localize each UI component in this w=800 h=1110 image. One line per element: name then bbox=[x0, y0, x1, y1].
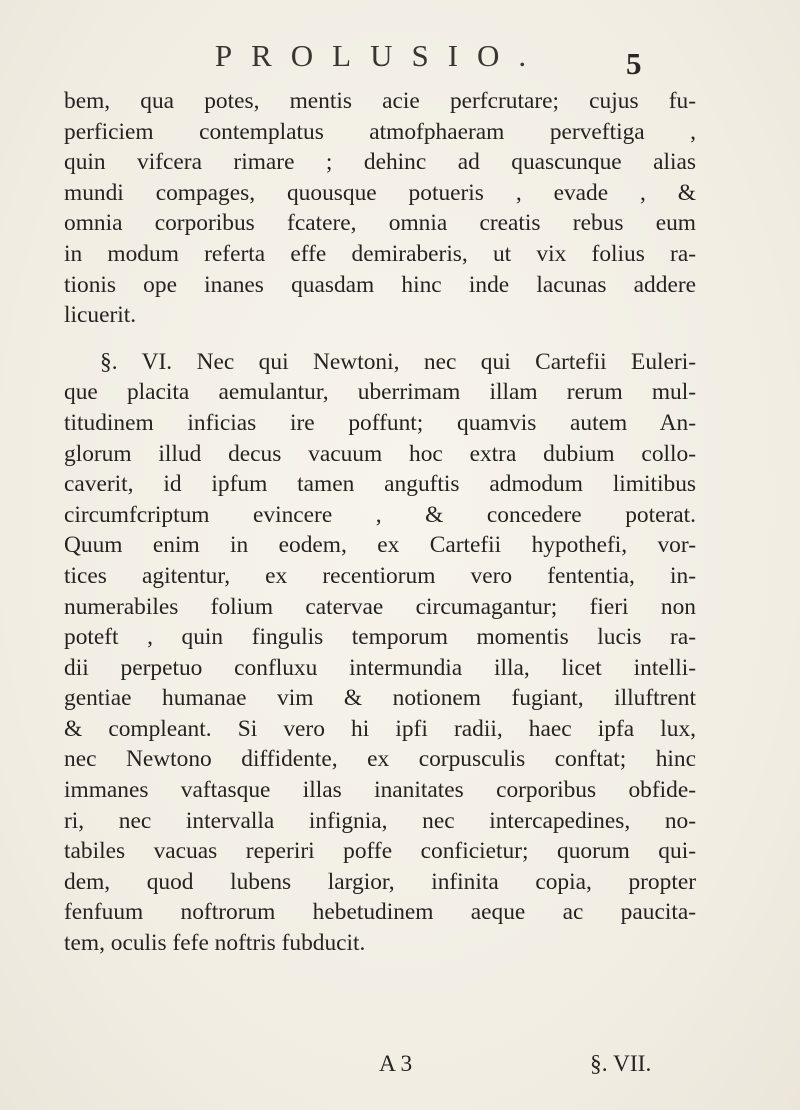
text-line: circumfcriptum evincere , & concedere poterat. bbox=[64, 501, 696, 528]
text-line: omnia corporibus fcatere, omnia creatis rebus eum bbox=[64, 210, 696, 237]
text-line: titudinem inficias ire poffunt; quamvis autem An- bbox=[64, 409, 696, 436]
text-line: que placita aemulantur, uberrimam illam rerum mul- bbox=[64, 379, 696, 406]
paragraph-section-vi bbox=[64, 347, 696, 959]
text-line: & compleant. Si vero hi ipfi radii, haec ipfa lux, bbox=[64, 715, 696, 742]
text-line: bem, qua potes, mentis acie perfcrutare; cujus fu- bbox=[64, 88, 696, 114]
text-line: numerabiles folium catervae circumagantur; fieri non bbox=[64, 593, 696, 620]
text-line: tices agitentur, ex recentiorum vero fententia, in- bbox=[64, 562, 696, 589]
text-line: immanes vaftasque illas inanitates corporibus obfide- bbox=[64, 777, 696, 804]
text-line: glorum illud decus vacuum hoc extra dubium collo- bbox=[64, 440, 696, 467]
text-line: mundi compages, quousque potueris , evade , & bbox=[64, 179, 696, 206]
text-line: tionis ope inanes quasdam hinc inde lacunas addere bbox=[64, 271, 696, 298]
page-number: 5 bbox=[626, 46, 642, 81]
catchword: §. VII. bbox=[590, 1051, 652, 1077]
section-heading-line: §. VI. Nec qui Newtoni, nec qui Cartefii Euleri- bbox=[100, 348, 696, 375]
text-line: tem, oculis fefe noftris fubducit. bbox=[64, 930, 366, 957]
section-gap bbox=[64, 331, 696, 347]
paragraph-1 bbox=[64, 86, 696, 331]
text-line: tabiles vacuas reperiri poffe conficietur; quorum qui- bbox=[64, 838, 696, 865]
text-line: perficiem contemplatus atmofphaeram perveftiga , bbox=[64, 118, 696, 145]
text-line: ri, nec intervalla infignia, nec intercapedines, no- bbox=[64, 807, 696, 834]
text-line: dem, quod lubens largior, infinita copia, propter bbox=[64, 868, 696, 895]
text-line: Quum enim in eodem, ex Cartefii hypothefi, vor- bbox=[64, 532, 696, 559]
signature-mark: A 3 bbox=[379, 1051, 413, 1077]
text-line: poteft , quin fingulis temporum momentis lucis ra- bbox=[64, 624, 696, 651]
body-text bbox=[64, 86, 696, 959]
text-line: gentiae humanae vim & notionem fugiant, illuftrent bbox=[64, 685, 696, 712]
text-line: fenfuum noftrorum hebetudinem aeque ac paucita- bbox=[64, 899, 696, 926]
text-line: nec Newtono diffidente, ex corpusculis conftat; hinc bbox=[64, 746, 696, 773]
running-title: PROLUSIO. bbox=[214, 38, 546, 73]
text-line: dii perpetuo confluxu intermundia illa, licet intelli- bbox=[64, 654, 696, 681]
text-line: in modum referta effe demiraberis, ut vix folius ra- bbox=[64, 240, 696, 267]
text-line: licuerit. bbox=[64, 302, 137, 329]
text-line: caverit, id ipfum tamen anguftis admodum limitibus bbox=[64, 471, 696, 498]
text-line: quin vifcera rimare ; dehinc ad quascunque alias bbox=[64, 149, 696, 176]
